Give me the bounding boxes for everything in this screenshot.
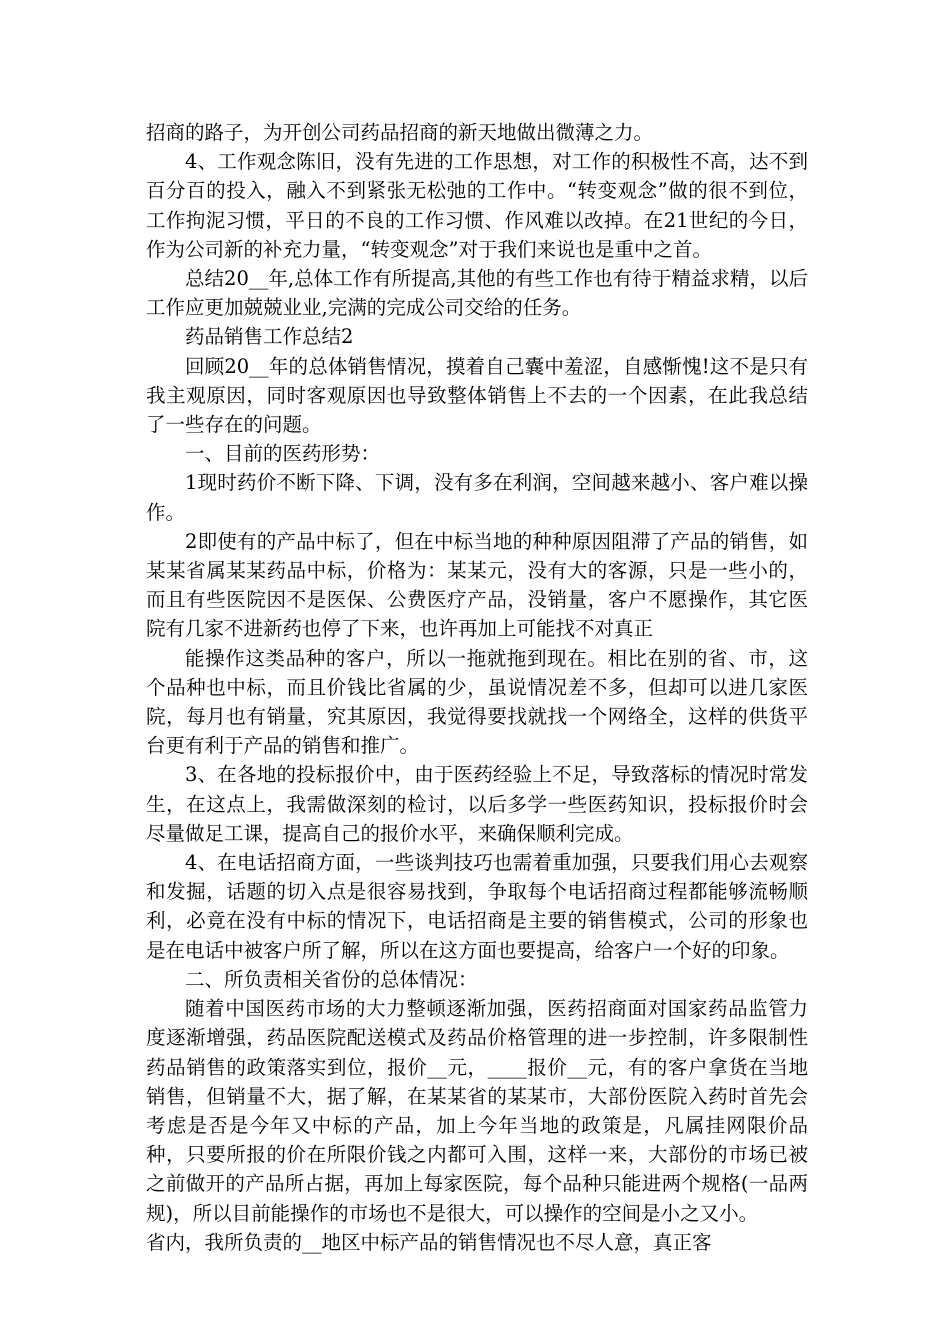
paragraph-3: 总结20__年,总体工作有所提高,其他的有些工作也有待于精益求精，以后工作应更加兢兢业业,完满的完成公司交给的任务。 <box>146 267 808 320</box>
paragraph-9: 4、在电话招商方面，一些谈判技巧也需着重加强，只要我们用心去观察和发掘，话题的切入点是很容易找到，争取每个电话招商过程都能够流畅顺利，必竟在没有中标的情况下，电话招商是主要的销售模式，公司的形象也是在电话中被客户所了解，所以在这方面也要提高，给客户一个好的印象。 <box>146 851 808 962</box>
document-body <box>146 118 808 1257</box>
paragraph-8: 3、在各地的投标报价中，由于医药经验上不足，导致落标的情况时常发生，在这点上，我需做深刻的检讨，以后多学一些医药知识，投标报价时会尽量做足工课，提高自己的报价水平，来确保顺利完成。 <box>146 763 808 845</box>
paragraph-4: 回顾20__年的总体销售情况，摸着自己囊中羞涩，自感惭愧!这不是只有我主观原因，同时客观原因也导致整体销售上不去的一个因素，在此我总结了一些存在的问题。 <box>146 354 808 437</box>
paragraph-11: 省内，我所负责的__地区中标产品的销售情况也不尽人意，真正客 <box>146 1230 712 1254</box>
section-heading-2: 药品销售工作总结2 <box>185 325 354 349</box>
paragraph-6: 2即使有的产品中标了，但在中标当地的种种原因阻滞了产品的销售，如某某省属某某药品中标，价格为：某某元，没有大的客源，只是一些小的，而且有些医院因不是医保、公费医疗产品，没销量，客户不愿操作，其它医院有几家不进新药也停了下来，也许再加上可能找不对真正 <box>146 529 808 641</box>
paragraph-5: 1现时药价不断下降、下调，没有多在利润，空间越来越小、客户难以操作。 <box>146 471 808 524</box>
paragraph-1: 招商的路子，为开创公司药品招商的新天地做出微薄之力。 <box>146 121 654 144</box>
paragraph-10: 随着中国医药市场的大力整顿逐渐加强，医药招商面对国家药品监管力度逐渐增强，药品医院配送模式及药品价格管理的进一步控制，许多限制性药品销售的政策落实到位，报价__元，____报价__元，有的客户拿货在当地销售，但销量不大，据了解，在某某省的某某市，大部份医院入药时首先会考虑是否是今年又中标的产品，加上今年当地的政策是，凡属挂网限价品种，只要所报的价在所限价钱之内都可入围，这样一来，大部份的市场已被之前做开的产品所占据，再加上每家医院，每个品种只能进两个规格(一品两规)，所以目前能操作的市场也不是很大，可以操作的空间是小之又小。 <box>146 997 808 1225</box>
paragraph-7: 能操作这类品种的客户，所以一拖就拖到现在。相比在别的省、市，这个品种也中标，而且价钱比省属的少，虽说情况差不多，但却可以进几家医院，每月也有销量，究其原因，我觉得要找就找一个网络全，这样的供货平台更有利于产品的销售和推广。 <box>146 646 808 758</box>
subheading-1: 一、目前的医药形势： <box>185 442 381 466</box>
paragraph-2: 4、工作观念陈旧，没有先进的工作思想，对工作的积极性不高，达不到百分百的投入，融入不到紧张无松弛的工作中。“转变观念”做的很不到位，工作拘泥习惯，平日的不良的工作习惯、作风难以改掉。在21世纪的今日，作为公司新的补充力量，“转变观念”对于我们来说也是重中之首。 <box>146 150 808 261</box>
subheading-2: 二、所负责相关省份的总体情况： <box>185 967 478 991</box>
